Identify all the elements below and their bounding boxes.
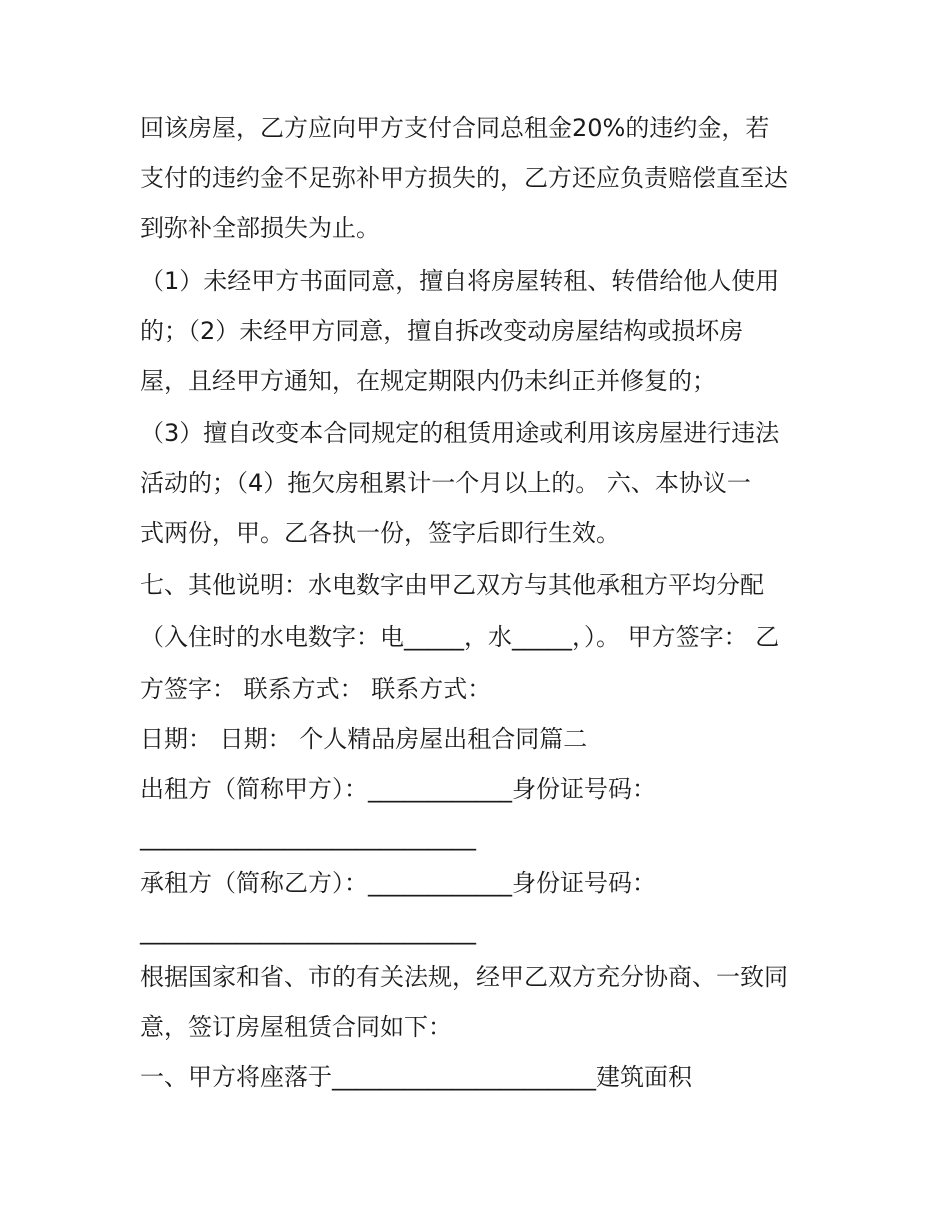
text-line: 支付的违约金不足弥补甲方损失的，乙方还应负责赔偿直至达 bbox=[140, 164, 788, 192]
text-line: 出租方（简称甲方）：____________身份证号码： bbox=[140, 775, 656, 803]
text-line: ____________________________ bbox=[140, 917, 476, 945]
text-line: ____________________________ bbox=[140, 823, 476, 851]
text-line: 活动的；（4）拖欠房租累计一个月以上的。 六、本协议一 bbox=[140, 469, 751, 497]
text-line: （入住时的水电数字：电_____，水_____，）。 甲方签字： 乙 bbox=[140, 623, 780, 651]
text-line: 意，签订房屋租赁合同如下： bbox=[140, 1013, 452, 1041]
text-line: 根据国家和省、市的有关法规，经甲乙双方充分协商、一致同 bbox=[140, 963, 788, 991]
text-line: 屋，且经甲方通知，在规定期限内仍未纠正并修复的； bbox=[140, 367, 716, 395]
text-line: 方签字： 联系方式： 联系方式： bbox=[140, 675, 492, 703]
text-line: 七、其他说明：水电数字由甲乙双方与其他承租方平均分配 bbox=[140, 571, 764, 599]
text-line: （1）未经甲方书面同意，擅自将房屋转租、转借给他人使用 bbox=[140, 267, 780, 295]
text-line: （3）擅自改变本合同规定的租赁用途或利用该房屋进行违法 bbox=[140, 419, 780, 447]
text-line: 日期： 日期： 个人精品房屋出租合同篇二 bbox=[140, 725, 588, 753]
text-line: 式两份，甲。乙各执一份，签字后即行生效。 bbox=[140, 519, 620, 547]
text-line: 到弥补全部损失为止。 bbox=[140, 214, 380, 242]
text-line: 回该房屋，乙方应向甲方支付合同总租金20%的违约金，若 bbox=[140, 114, 770, 142]
text-line: 的；（2）未经甲方同意，擅自拆改变动房屋结构或损坏房 bbox=[140, 317, 744, 345]
text-line: 一、甲方将座落于______________________建筑面积 bbox=[140, 1063, 692, 1091]
text-line: 承租方（简称乙方）：____________身份证号码： bbox=[140, 869, 656, 897]
